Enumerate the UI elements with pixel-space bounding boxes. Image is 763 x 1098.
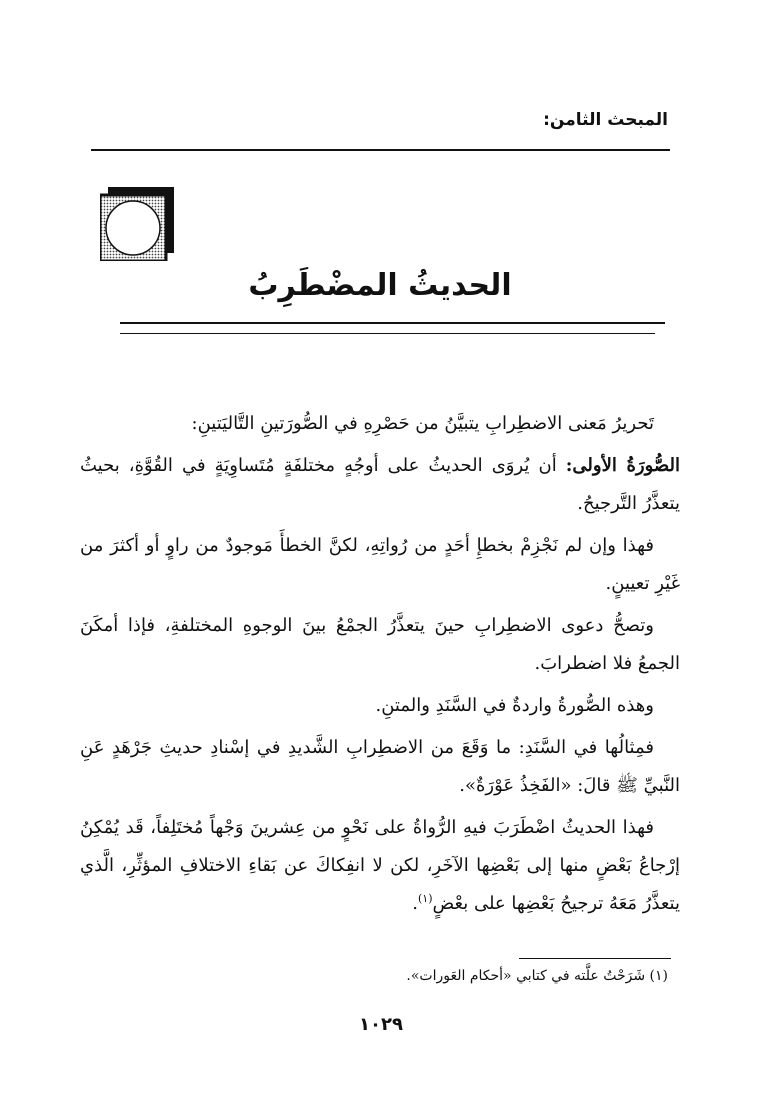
section-label: المبحث الثامن: [543, 110, 668, 130]
footnote-text: شَرَحْتُ علَّته في كتابي «أحكام العَورات». [406, 968, 646, 984]
paragraph-intro: تَحريرُ مَعنى الاضطِرابِ يتبيَّنُ من حَصْرِهِ في الصُّورَتينِ التَّاليَتينِ: [191, 413, 654, 434]
paragraph-explanation: فهذا الحديثُ اضْطَرَبَ فيهِ الرُّواةُ على نَحْوٍ من عِشرينَ وَجْهاً مُختَلِفاً، قَد يُمْكِنُ إرْجاعُ بَعْضٍ منها إلى بَعْضِها الآخَرِ، لكن لا انفِكاكَ عن بَقاءِ الاختلافِ المؤثِّرِ، الَّذي يتعذَّرُ مَعَهُ ترجيحُ بَعْضِها على بعْضٍ$^{(١)}$. [80, 817, 680, 914]
header-divider [91, 149, 670, 151]
footnote-divider [519, 958, 671, 959]
footnote-reference[interactable]: (١) [417, 892, 433, 905]
chapter-title: الحديثُ المضْطَرِبُ [248, 268, 512, 303]
paragraph-first-form-text: أن يُروَى الحديثُ على أوجُهٍ مختلفَةٍ مُتَساوِيَةٍ في القُوَّةِ، بحيثُ يتعذَّرُ التَّرجيحُ. [80, 455, 680, 514]
term-first-form: الصُّورَةُ الأولى: [565, 455, 680, 476]
paragraph-explanation-text: فهذا الحديثُ اضْطَرَبَ فيهِ الرُّواةُ على نَحْوٍ من عِشرينَ وَجْهاً مُختَلِفاً، قَد يُمْكِنُ إرْجاعُ بَعْضٍ منها إلى بَعْضِها الآخَرِ، لكن لا انفِكاكَ عن بَقاءِ الاختلافِ المؤثِّرِ، الَّذي يتعذَّرُ مَعَهُ ترجيحُ بَعْضِها على بعْضٍ [80, 817, 680, 914]
chapter-ornament-icon [100, 187, 174, 261]
footnote [88, 968, 668, 984]
paragraph-isnad-example: فمِثالُها في السَّنَدِ: ما وَقَعَ من الاضطِرابِ الشَّديدِ في إسْنادِ حديثِ جَرْهَدٍ عَنِ النَّبيِّ ﷺ قالَ: «الفَخِذُ عَوْرَةٌ». [80, 737, 680, 796]
paragraph-reconciliation: وتصحُّ دعوى الاضطِرابِ حينَ يتعذَّرُ الجمْعُ بينَ الوجوهِ المختلفةِ، فإذا أمكَنَ الجمعُ فلا اضطرابَ. [80, 615, 680, 674]
page-number: ١٠٢٩ [359, 1014, 403, 1035]
title-rule-thin [120, 333, 655, 334]
body-text [80, 405, 680, 927]
paragraph-scope: وهذه الصُّورةُ واردةٌ في السَّنَدِ والمتنِ. [375, 695, 654, 716]
footnote-number: (١) [649, 968, 668, 984]
title-rule-thick [120, 322, 665, 324]
paragraph-narrator-error: فهذا وإن لم نَجْزِمْ بخطإِ أحَدٍ من رُواتِهِ، لكنَّ الخطأَ مَوجودٌ من راوٍ أو أكثرَ من غَيْرِ تعيينٍ. [80, 535, 680, 594]
paragraph-first-form [80, 447, 680, 523]
